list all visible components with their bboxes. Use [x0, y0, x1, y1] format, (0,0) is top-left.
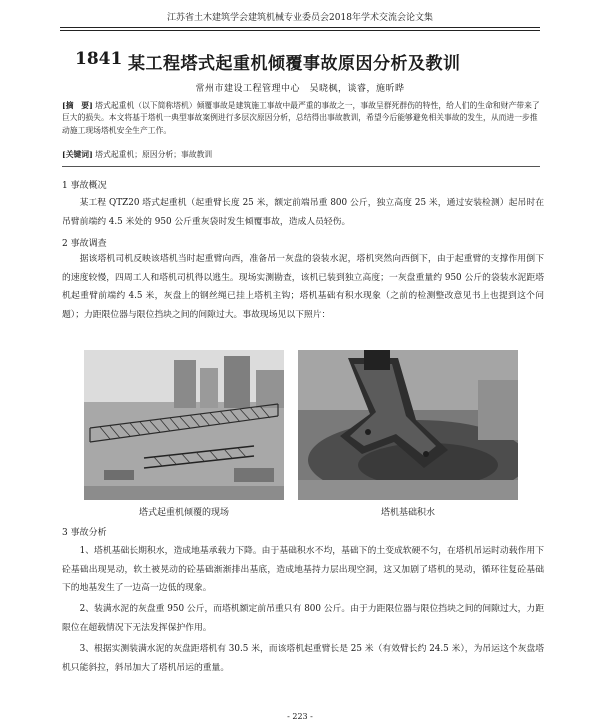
keywords-label: [关键词]: [62, 150, 93, 159]
section-3-paragraph-2: 2、装满水泥的灰盘重 950 公斤，而塔机额定前吊重只有 800 公斤。由于力距限位器与限位挡块之间的间隙过大，力距限位在超载情况下无法发挥保护作用。: [62, 604, 544, 633]
abstract-text: 塔式起重机（以下简称塔机）倾覆事故是建筑施工事故中最严重的事故之一，事故呈群死群伤的特性，给人们的生命和财产带来了巨大的损失。本文将基于塔机一典型事故案例进行多层次原因分析，总结得出事故教训，希望今后能够避免相关事故的发生，从而进一步推动施工现场塔机安全生产工作。: [62, 101, 540, 135]
keywords: [62, 149, 540, 160]
header-rule-bottom: [60, 30, 540, 31]
photo-flooded-foundation-icon: [298, 350, 518, 500]
section-heading-3: 3 事故分析: [62, 528, 107, 538]
page-number: - 223 -: [287, 712, 313, 721]
photo-collapsed-crane-icon: [84, 350, 284, 500]
section-heading-2: 2 事故调查: [62, 239, 107, 249]
section-2-paragraph: 据该塔机司机反映该塔机当时起重臂向西，准备吊一灰盘的袋装水泥，塔机突然向西倒下，由于起重臂的支撑作用倒下的速度较慢，四周工人和塔机司机得以逃生。现场实测勘查，该机已装到独立高度；一灰盘重量约 950 公斤的袋装水泥距塔机起重臂前端约 4.5 米，灰盘上的钢丝绳已挂上塔机主钩；塔机基础有积水现象（之前的检测整改意见书上也提到这个问题）；力距限位器与限位挡块之间的间隙过大。事故现场见以下照片：: [62, 254, 544, 320]
figure-flooded-foundation: [298, 350, 518, 500]
abstract: [62, 100, 540, 137]
header-rule-top: [60, 27, 540, 28]
section-heading-1: 1 事故概况: [62, 181, 107, 191]
section-3-paragraph-1: 1、塔机基础长期积水，造成地基承载力下降。由于基础积水不均，基础下的土变成软硬不匀，在塔机吊运时动载作用下砼基础出现晃动，软土被晃动的砼基础渐渐排出基底，造成地基持力层出现空洞，这又加剧了塔机的晃动，循环往复砼基础下的地基发生了一边高一边低的现象。: [62, 546, 544, 593]
figure-1-caption: 塔式起重机倾覆的现场: [138, 508, 229, 518]
paper-number: 1841: [75, 49, 123, 69]
paper-title: 某工程塔式起重机倾覆事故原因分析及教训: [128, 54, 461, 74]
running-header: 江苏省土木建筑学会建筑机械专业委员会2018年学术交流会论文集: [167, 13, 433, 23]
figure-collapsed-crane: [84, 350, 284, 500]
keywords-text: 塔式起重机；原因分析；事故教训: [95, 150, 213, 159]
abstract-label: [摘 要]: [62, 101, 93, 110]
keywords-rule: [62, 166, 540, 167]
title-row: [0, 49, 600, 73]
figure-2-caption: 塔机基础积水: [380, 508, 435, 518]
section-1-paragraph: 某工程 QTZ20 塔式起重机（起重臂长度 25 米，额定前端吊重 800 公斤，独立高度 25 米，通过安装检测）起吊时在吊臂前端约 4.5 米处的 950 公斤重灰袋时发生倾覆事故，造成人员轻伤。: [62, 198, 544, 227]
paper-authors: 常州市建设工程管理中心 吴晓枫，谈睿，施昕晔: [195, 84, 405, 94]
section-3-paragraph-3: 3、根据实测装满水泥的灰盘距塔机有 30.5 米，而该塔机起重臂长是 25 米（有效臂长约 24.5 米），为吊运这个灰盘塔机只能斜拉，斜吊加大了塔机吊运的重量。: [62, 644, 544, 673]
